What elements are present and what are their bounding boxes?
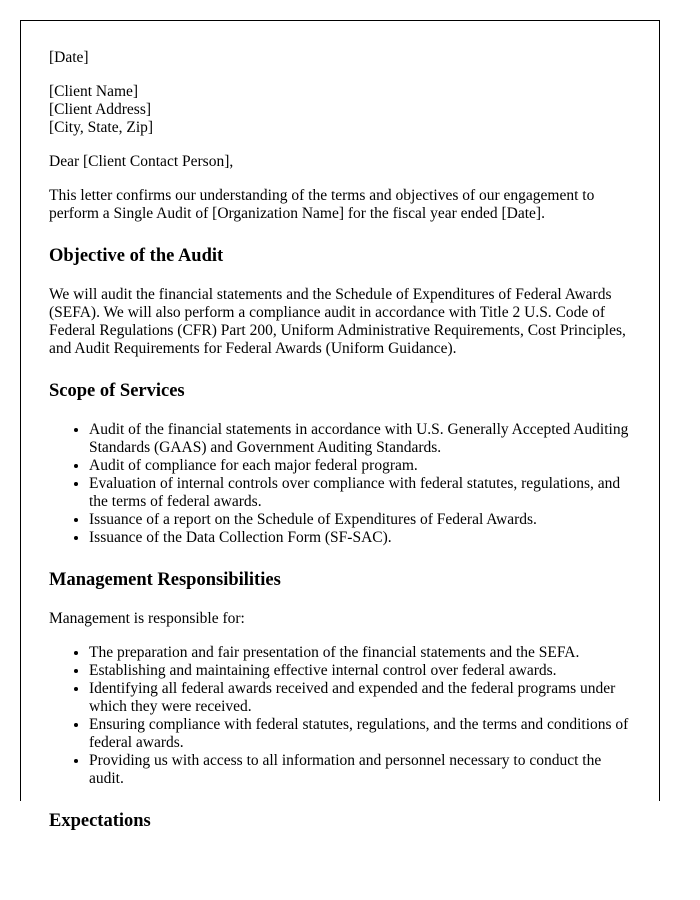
list-item: • Ensuring compliance with federal statutes, regulations, and the terms and conditions of federal awards. <box>89 716 629 752</box>
list-item: • Providing us with access to all information and personnel necessary to conduct the audit. <box>89 752 629 788</box>
objective-paragraph: We will audit the financial statements and the Schedule of Expenditures of Federal Awards (SEFA). We will also perform a compliance audit in accordance with Title 2 U.S. Code of Federal Regulations (CFR) Part 200, Uniform Administrative Requirements, Cost Principles, and Audit Requirements for Federal Awards (Uniform Guidance). <box>49 286 626 357</box>
intro-paragraph: This letter confirms our understanding of the terms and objectives of our engagement to perform a Single Audit of [Organization Name] for the fiscal year ended [Date]. <box>49 187 595 222</box>
list-item: • Audit of compliance for each major federal program. <box>89 457 629 475</box>
list-item: • Identifying all federal awards received and expended and the federal programs under which they were received. <box>89 680 629 716</box>
list-item: • Audit of the financial statements in accordance with U.S. Generally Accepted Auditing Standards (GAAS) and Government Auditing Standards. <box>89 421 629 457</box>
list-item: • Issuance of a report on the Schedule of Expenditures of Federal Awards. <box>89 511 629 529</box>
list-item: • Establishing and maintaining effective internal control over federal awards. <box>89 662 629 680</box>
scope-list <box>49 421 629 547</box>
scope-heading: Scope of Services <box>49 381 185 401</box>
objective-heading: Objective of the Audit <box>49 246 224 266</box>
management-heading: Management Responsibilities <box>49 570 281 590</box>
letter-content <box>49 49 629 851</box>
client-address: [Client Address] <box>49 101 152 118</box>
client-city-state-zip: [City, State, Zip] <box>49 119 154 136</box>
management-list <box>49 644 629 788</box>
letter-date: [Date] <box>49 49 89 66</box>
list-item: • The preparation and fair presentation of the financial statements and the SEFA. <box>89 644 629 662</box>
next-section-heading: Expectations <box>49 811 151 831</box>
management-intro: Management is responsible for: <box>49 610 245 627</box>
list-item: • Evaluation of internal controls over compliance with federal statutes, regulations, and the terms of federal awards. <box>89 475 629 511</box>
list-item: • Issuance of the Data Collection Form (SF-SAC). <box>89 529 629 547</box>
client-address-block <box>49 83 629 137</box>
letter-page <box>20 20 660 831</box>
client-name: [Client Name] <box>49 83 139 100</box>
salutation: Dear [Client Contact Person], <box>49 153 234 170</box>
